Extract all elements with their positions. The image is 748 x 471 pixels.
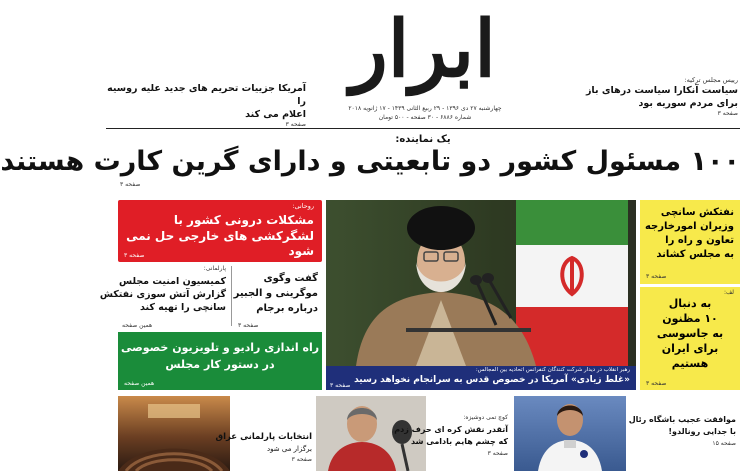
yellow-bottom-line6: هستیم (671, 357, 709, 370)
teaser-turkey[interactable] (573, 76, 738, 117)
teaser-turkey-page: صفحه ۳ (717, 110, 738, 117)
yellow-box-sanchi[interactable] (640, 200, 740, 284)
main-headline-page: صفحه ۳ (120, 181, 141, 188)
yellow-top-line2: وزیران امورخارجه (644, 221, 734, 232)
teaser-sanctions[interactable] (106, 82, 306, 128)
bottom-mid-kicker: کوچ تمی دوشیزه: (463, 414, 508, 421)
yellow-bottom-line2: به دنبال (668, 297, 712, 310)
bottom-left-page: صفحه ۳ (291, 456, 312, 463)
yellow-top-line3: تعاون و راه را (665, 235, 734, 246)
main-photo (326, 200, 636, 366)
iraq-parliament-photo (118, 396, 230, 471)
green-box-line2: در دستور کار مجلس (165, 358, 275, 371)
yellow-top-line1: نفتکش سانچی (660, 207, 734, 218)
bottom-left-story[interactable] (215, 398, 314, 468)
bottom-mid-line2: که چشم هایم بادامی شد (410, 437, 508, 446)
parliament-line1: کمیسیون امنیت مجلس (119, 276, 226, 287)
bottom-right-line2: با جدایی رونالدو! (668, 427, 736, 436)
yellow-bottom-line1: لف: (723, 289, 734, 296)
bottom-right-story[interactable] (628, 398, 740, 468)
green-box-radio-tv[interactable] (118, 332, 322, 390)
teaser-turkey-line2: برای مردم سوریه بود (638, 98, 738, 109)
red-box-page: صفحه ۳ (124, 252, 145, 259)
teaser-sanctions-page: صفحه ۳ (285, 121, 306, 128)
bottom-mid-page: صفحه ۳ (487, 450, 508, 457)
interview-page: صفحه ۳ (238, 322, 259, 329)
column-divider (231, 266, 232, 326)
bottom-right-page: صفحه ۱۵ (712, 440, 736, 447)
yellow-bottom-page: صفحه ۳ (646, 380, 667, 387)
yellow-box-spies[interactable] (640, 287, 740, 390)
bottom-left-sub: برگزار می شود (267, 445, 312, 453)
parliament-hall-graphic (118, 396, 230, 471)
green-box-page: همین صفحه (124, 380, 155, 387)
yellow-bottom-line4: به جاسوسی (656, 327, 724, 340)
interview-box[interactable] (234, 264, 322, 330)
masthead-divider (106, 128, 740, 129)
ronaldo-photo (514, 396, 626, 471)
teaser-sanctions-line1: آمریکا جزییات تحریم های جدید علیه روسیه را (107, 83, 306, 107)
red-box-kicker: روحانی: (292, 202, 314, 210)
bottom-right-line1: موافقت عجیب باشگاه رئال (628, 415, 736, 424)
main-headline[interactable]: ۱۰۰ مسئول کشور دو تابعیتی و دارای گرین کارت هستند (0, 146, 740, 177)
photo-caption-page: صفحه ۳ (330, 382, 351, 389)
teaser-sanctions-line2: اعلام می کند (245, 109, 306, 120)
photo-caption[interactable] (326, 366, 636, 390)
bottom-mid-line1: آتقدر نقش کره ای حرف زدم (394, 425, 508, 434)
interview-line1: گفت وگوی (263, 273, 318, 284)
footballer-graphic (514, 396, 626, 471)
teaser-turkey-kicker: رییس مجلس ترکیه: (684, 76, 738, 84)
leader-figure (346, 200, 546, 366)
red-box-rouhani[interactable] (118, 200, 322, 262)
parliament-page: همین صفحه (122, 322, 153, 329)
yellow-bottom-line5: برای ایران (661, 342, 719, 355)
yellow-bottom-line3: ۱۰ مظنون (662, 312, 718, 325)
parliament-kicker: پارلمانی: (203, 265, 226, 272)
green-box-line1: راه اندازی رادیو و تلویزیون خصوصی (120, 341, 320, 354)
red-box-line1: مشکلات درونی کشور با (173, 213, 314, 227)
teaser-turkey-line1: سیاست آنکارا سیاست درهای باز (585, 85, 738, 96)
photo-caption-small: رهبر انقلاب در دیدار شرکت کنندگان کنفرانس اتحادیه بین المجالس: (475, 367, 630, 373)
main-kicker: یک نماینده: (395, 134, 451, 145)
photo-caption-main: «غلط زیادی» آمریکا در خصوص قدس به سرانجام نخواهد رسید (354, 375, 630, 385)
parliament-line3: سانچی را تهیه کند (140, 302, 226, 313)
yellow-top-page: صفحه ۳ (646, 273, 667, 280)
iran-emblem-icon (550, 254, 594, 298)
interview-line3: درباره برجام (256, 303, 318, 314)
yellow-top-line4: به مجلس کشاند (656, 249, 734, 260)
issue-number: شماره ۶۸۸۶ - ۳۰ صفحه - ۵۰۰ تومان (378, 114, 472, 121)
bottom-mid-story[interactable] (394, 398, 510, 468)
issue-date: چهارشنبه ۲۷ دی ۱۳۹۶ - ۲۹ ربیع الثانی ۱۴۳۹ - ۱۷ ژانویه ۲۰۱۸ (348, 105, 502, 112)
parliament-line2: گزارش آتش سوزی نفتکش (99, 289, 226, 300)
newspaper-logo: ابرار (350, 4, 496, 95)
red-box-line2: لشگرکشی های خارجی حل نمی شود (126, 229, 314, 258)
parliament-box[interactable] (99, 264, 230, 330)
issue-meta (330, 104, 520, 122)
bottom-left-title: انتخابات پارلمانی عراق (215, 432, 312, 442)
interview-line2: موگرینی و الجبیر (233, 288, 318, 299)
